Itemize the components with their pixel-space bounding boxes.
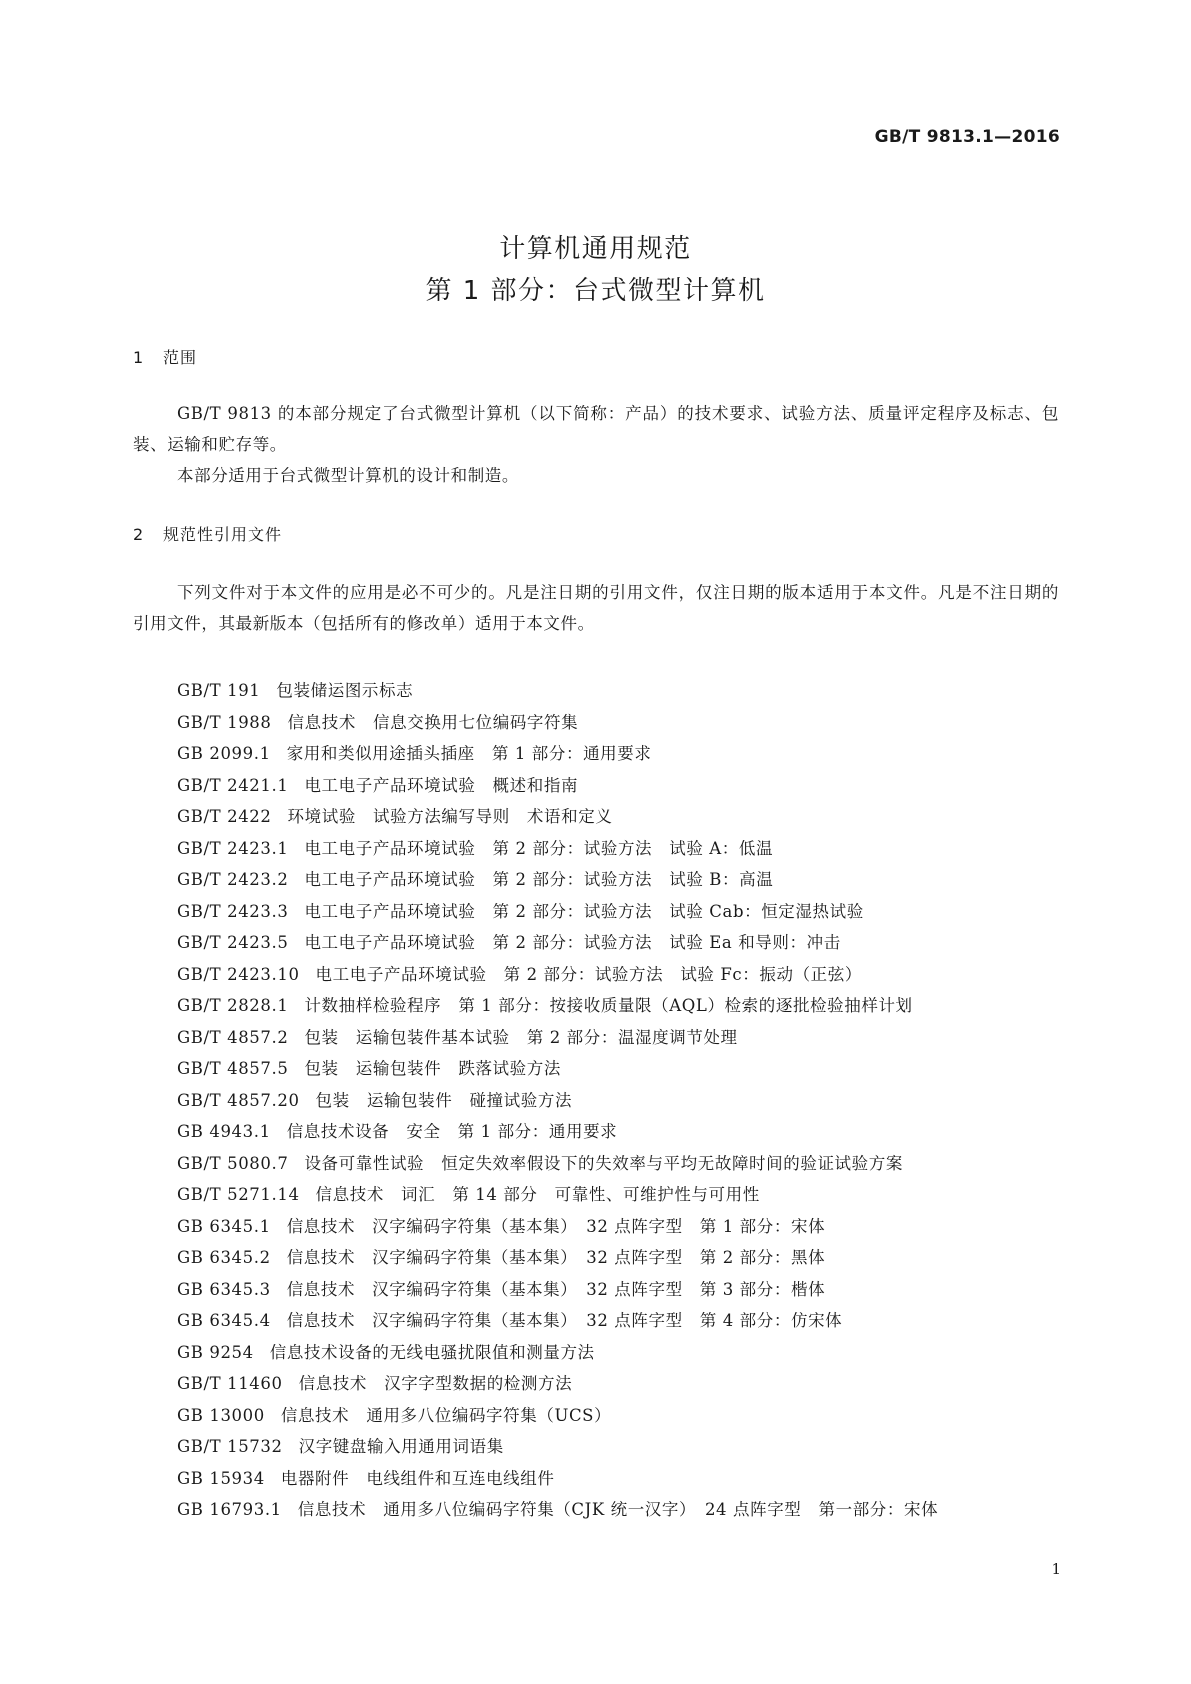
reference-code: GB/T 2423.1 [177,838,289,858]
reference-code: GB 9254 [177,1342,254,1362]
reference-code: GB/T 4857.20 [177,1090,300,1110]
document-title [0,228,1191,312]
reference-code: GB/T 4857.2 [177,1027,289,1047]
reference-code: GB/T 5080.7 [177,1153,289,1173]
reference-item [177,1053,938,1085]
reference-title: 信息技术 汉字字型数据的检测方法 [298,1374,573,1393]
reference-title: 信息技术设备 安全 第 1 部分：通用要求 [286,1122,618,1141]
section-1-heading [133,345,197,368]
reference-code: GB/T 2421.1 [177,775,289,795]
reference-title: 电工电子产品环境试验 第 2 部分：试验方法 试验 Ea 和导则：冲击 [304,933,841,952]
reference-title: 设备可靠性试验 恒定失效率假设下的失效率与平均无故障时间的验证试验方案 [304,1153,903,1173]
reference-item [177,1494,938,1526]
reference-code: GB 15934 [177,1468,265,1488]
reference-code: GB/T 2423.10 [177,964,300,984]
reference-code: GB/T 2423.2 [177,870,289,889]
reference-title: 信息技术 信息交换用七位编码字符集 [287,712,579,732]
reference-code: GB 6345.1 [177,1216,271,1236]
reference-item [177,1022,938,1054]
reference-title: 信息技术 汉字编码字符集（基本集） 32 点阵字型 第 1 部分：宋体 [286,1216,826,1236]
reference-code: GB/T 1988 [177,712,272,732]
reference-title: 环境试验 试验方法编写导则 术语和定义 [287,807,613,826]
reference-title: 信息技术 词汇 第 14 部分 可靠性、可维护性与可用性 [315,1185,760,1204]
reference-code: GB/T 191 [177,681,261,700]
reference-title: 电工电子产品环境试验 第 2 部分：试验方法 试验 Fc：振动（正弦） [315,964,862,984]
reference-title: 包装 运输包装件 碰撞试验方法 [315,1090,573,1110]
reference-item [177,896,938,928]
reference-code: GB 6345.4 [177,1311,271,1330]
reference-title: 信息技术 汉字编码字符集（基本集） 32 点阵字型 第 3 部分：楷体 [286,1279,826,1299]
reference-code: GB 16793.1 [177,1500,282,1519]
reference-item [177,1211,938,1243]
reference-code: GB/T 11460 [177,1374,283,1393]
reference-item [177,1305,938,1337]
reference-title: 家用和类似用途插头插座 第 1 部分：通用要求 [286,744,652,763]
reference-item [177,1085,938,1117]
reference-title: 电工电子产品环境试验 第 2 部分：试验方法 试验 B：高温 [304,870,774,889]
section-1-paragraph-2: 本部分适用于台式微型计算机的设计和制造。 [177,466,519,485]
reference-title: 电器附件 电线组件和互连电线组件 [280,1468,555,1488]
reference-list [177,675,938,1526]
reference-code: GB/T 2423.3 [177,901,289,921]
reference-item [177,990,938,1022]
reference-item [177,675,938,707]
reference-item [177,770,938,802]
reference-title: 电工电子产品环境试验 概述和指南 [304,775,579,795]
reference-code: GB/T 4857.5 [177,1059,289,1078]
reference-item [177,1337,938,1369]
reference-title: 电工电子产品环境试验 第 2 部分：试验方法 试验 Cab：恒定湿热试验 [304,901,864,921]
reference-item [177,1242,938,1274]
reference-title: 包装 运输包装件基本试验 第 2 部分：温湿度调节处理 [304,1027,738,1047]
section-2-intro: 下列文件对于本文件的应用是必不可少的。凡是注日期的引用文件，仅注日期的版本适用于本文件。凡是不注日期的引用文件，其最新版本（包括所有的修改单）适用于本文件。 [133,583,1059,633]
reference-item [177,864,938,896]
reference-code: GB 2099.1 [177,744,271,763]
section-2-number: 2 [133,525,145,544]
reference-title: 电工电子产品环境试验 第 2 部分：试验方法 试验 A：低温 [304,838,774,858]
reference-code: GB 4943.1 [177,1122,271,1141]
reference-title: 计数抽样检验程序 第 1 部分：按接收质量限（AQL）检索的逐批检验抽样计划 [304,996,913,1015]
section-1-paragraph-1: GB/T 9813 的本部分规定了台式微型计算机（以下简称：产品）的技术要求、试验方法、质量评定程序及标志、包装、运输和贮存等。 [133,404,1059,454]
reference-item [177,1431,938,1463]
section-1-number: 1 [133,348,145,367]
reference-code: GB/T 2422 [177,807,272,826]
reference-title: 信息技术 通用多八位编码字符集（UCS） [280,1405,612,1425]
reference-code: GB 6345.3 [177,1279,271,1299]
section-2-heading [133,522,282,545]
reference-item [177,707,938,739]
title-line-2: 第 1 部分：台式微型计算机 [425,276,766,306]
reference-item [177,1116,938,1148]
title-line-1: 计算机通用规范 [499,234,692,264]
reference-code: GB 13000 [177,1405,265,1425]
reference-code: GB 6345.2 [177,1248,271,1267]
reference-item [177,927,938,959]
reference-title: 汉字键盘输入用通用词语集 [298,1437,504,1456]
reference-item [177,1179,938,1211]
reference-item [177,1148,938,1180]
reference-item [177,833,938,865]
reference-item [177,959,938,991]
reference-title: 包装 运输包装件 跌落试验方法 [304,1059,561,1078]
reference-title: 信息技术 汉字编码字符集（基本集） 32 点阵字型 第 2 部分：黑体 [286,1248,826,1267]
page-number: 1 [1051,1560,1061,1578]
reference-item [177,1463,938,1495]
document-number: GB/T 9813.1—2016 [874,127,1060,147]
reference-code: GB/T 2828.1 [177,996,289,1015]
reference-item [177,1274,938,1306]
reference-item [177,738,938,770]
reference-item [177,1368,938,1400]
reference-code: GB/T 5271.14 [177,1185,300,1204]
section-1-title: 范围 [163,348,198,367]
reference-code: GB/T 2423.5 [177,933,289,952]
reference-title: 信息技术 通用多八位编码字符集（CJK 统一汉字） 24 点阵字型 第一部分：宋体 [297,1500,939,1519]
reference-code: GB/T 15732 [177,1437,283,1456]
section-2-title: 规范性引用文件 [163,525,283,544]
reference-item [177,1400,938,1432]
reference-item [177,801,938,833]
reference-title: 信息技术 汉字编码字符集（基本集） 32 点阵字型 第 4 部分：仿宋体 [286,1311,843,1330]
reference-title: 包装储运图示标志 [276,681,414,700]
reference-title: 信息技术设备的无线电骚扰限值和测量方法 [269,1342,595,1362]
